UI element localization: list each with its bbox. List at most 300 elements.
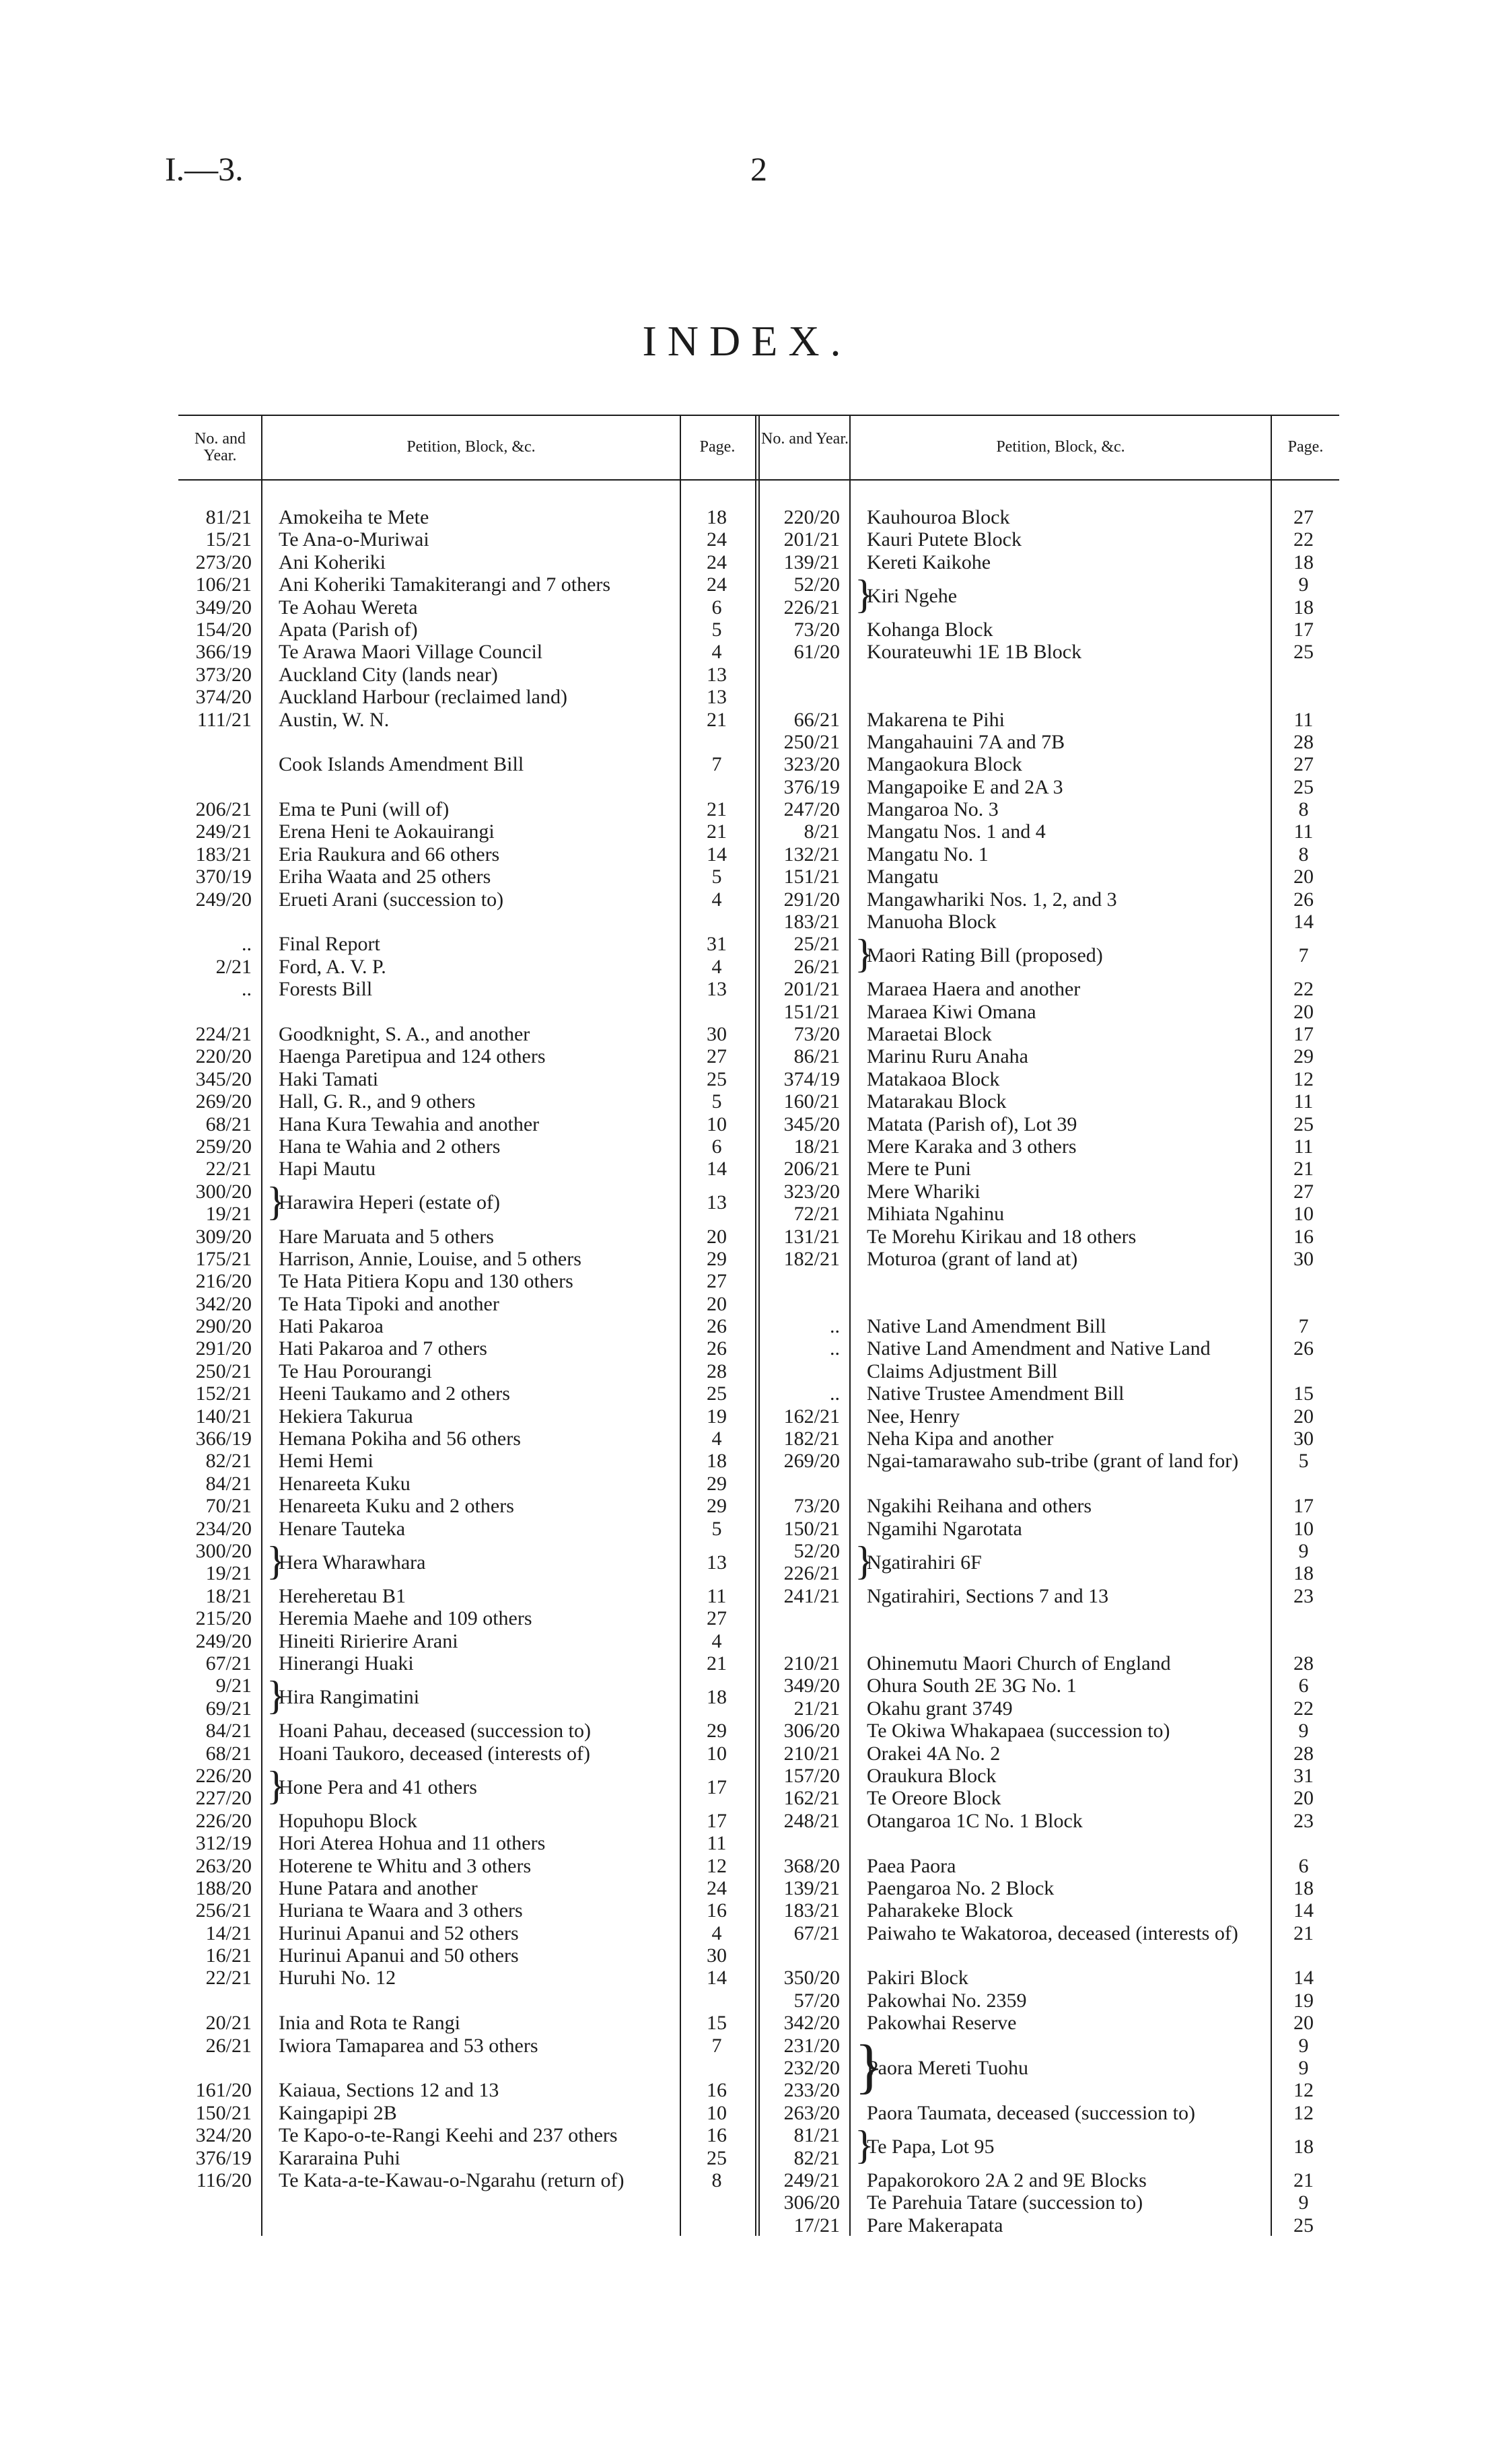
- index-entry: [182, 1247, 727, 1270]
- entry-petition: Kauri Putete Block: [867, 528, 1022, 551]
- index-entry: [767, 1203, 1339, 1225]
- entry-page: 7: [1298, 1315, 1309, 1338]
- column-rule: [680, 415, 681, 2236]
- entry-petition: Native Trustee Amendment Bill: [867, 1382, 1125, 1405]
- entry-page: 4: [711, 641, 722, 664]
- entry-number: 376/19: [195, 2146, 252, 2169]
- entry-number: 226/20 227/20: [195, 1764, 252, 1810]
- index-entry: [182, 1178, 727, 1226]
- entry-number: 259/20: [195, 1135, 252, 1158]
- entry-petition: Papakorokoro 2A 2 and 9E Blocks: [867, 2169, 1147, 2192]
- entry-number: 140/21: [195, 1405, 252, 1428]
- entry-petition: Hoterene te Whitu and 3 others: [279, 1854, 532, 1877]
- entry-petition: Mangapoike E and 2A 3: [867, 775, 1063, 798]
- index-entry: [767, 1248, 1339, 1270]
- entry-petition: Hopuhopu Block: [279, 1809, 417, 1832]
- entry-page: 28: [707, 1360, 727, 1382]
- entry-page: 29: [707, 1472, 727, 1495]
- entry-number: 249/21: [195, 820, 252, 843]
- index-entry: [182, 551, 727, 573]
- entry-petition: Hati Pakaroa and 7 others: [279, 1337, 487, 1360]
- entry-petition: Mangatu No. 1: [867, 843, 989, 866]
- index-entry: [182, 1742, 727, 1765]
- entry-page: 31: [1293, 1764, 1314, 1787]
- index-entry: [182, 843, 727, 866]
- index-entry: [767, 619, 1339, 641]
- index-entry: [182, 596, 722, 619]
- index-entry: [767, 1652, 1339, 1675]
- index-entry: [182, 1270, 727, 1293]
- entry-page: 10: [707, 1113, 727, 1135]
- entry-page: 31: [707, 933, 727, 956]
- col-header-page: Page.: [1287, 438, 1324, 456]
- entry-number: 201/21: [783, 978, 840, 1001]
- entry-number: 66/21: [793, 708, 840, 731]
- index-entry: [767, 1922, 1339, 1967]
- index-entry: [182, 1584, 727, 1607]
- entry-petition: Hineiti Ririerire Arani: [279, 1629, 458, 1652]
- entry-page: 21: [1293, 2169, 1314, 2192]
- entry-petition: Hemana Pokiha and 56 others: [279, 1428, 521, 1450]
- entry-petition: Mangatu Nos. 1 and 4: [867, 820, 1046, 843]
- entry-number: 84/21: [205, 1472, 252, 1495]
- entry-petition: Hati Pakaroa: [279, 1315, 384, 1338]
- index-entry: [767, 664, 1339, 686]
- entry-petition: Mere Whariki: [867, 1180, 981, 1203]
- entry-number: 370/19: [195, 866, 252, 888]
- index-entry: [767, 528, 1339, 551]
- index-entry: [182, 1990, 680, 2012]
- entry-page: 14: [1293, 1967, 1314, 1990]
- index-entry: [767, 2012, 1339, 2034]
- entry-page: 30: [707, 1022, 727, 1045]
- index-entry: [182, 888, 722, 911]
- entry-number: 57/20: [793, 1989, 840, 2012]
- index-entry: [182, 1405, 727, 1428]
- entry-petition: Paora Taumata, deceased (succession to): [867, 2101, 1195, 2124]
- index-entry: [767, 1990, 1339, 2012]
- entry-petition: Ema te Puni (will of): [279, 798, 450, 821]
- entry-number: 86/21: [793, 1045, 840, 1068]
- entry-number: 21/21: [793, 1697, 840, 1720]
- entry-number: 312/19: [195, 1832, 252, 1855]
- index-entry: [767, 1675, 1339, 1697]
- index-entry: [182, 1337, 727, 1360]
- entry-number: 201/21: [783, 528, 840, 551]
- index-entry: [182, 1113, 727, 1135]
- entry-page: 23: [1293, 1584, 1314, 1607]
- entry-number: ..: [830, 1337, 840, 1360]
- index-entry: [767, 2191, 1339, 2214]
- entry-petition: Paiwaho te Wakatoroa, deceased (interests of): [867, 1922, 1238, 1944]
- index-entry: [767, 1428, 1339, 1450]
- entry-petition: Hapi Mautu: [279, 1158, 376, 1181]
- entry-page: 19: [1293, 1989, 1314, 2012]
- entry-number: 291/20: [783, 888, 840, 911]
- index-entry: [182, 708, 727, 731]
- index-entry: [767, 866, 1339, 888]
- entry-petition: Haenga Paretipua and 124 others: [279, 1045, 546, 1068]
- entry-number: 151/21: [783, 1000, 840, 1023]
- entry-number: 241/21: [783, 1584, 840, 1607]
- entry-page: 9: [1298, 2191, 1309, 2214]
- index-entry: [767, 1967, 1339, 1989]
- index-entry: [767, 1787, 1339, 1809]
- brace-mark: }: [855, 2123, 874, 2168]
- entry-number: 234/20: [195, 1517, 252, 1540]
- entry-petition: Otangaroa 1C No. 1 Block: [867, 1809, 1083, 1832]
- index-entry: [767, 1585, 1339, 1607]
- entry-number: 17/21: [793, 2214, 840, 2237]
- entry-number: 183/21: [195, 843, 252, 866]
- entry-page: 21: [1293, 1922, 1314, 1944]
- entry-number: 73/20: [793, 618, 840, 641]
- entry-number: 139/21: [783, 551, 840, 573]
- entry-page: 24: [707, 551, 727, 573]
- entry-number: 15/21: [205, 528, 252, 551]
- entry-number: ..: [242, 933, 252, 956]
- index-entry: [767, 1270, 1339, 1292]
- entry-petition: Matata (Parish of), Lot 39: [867, 1113, 1077, 1135]
- entry-petition: Matarakau Block: [867, 1090, 1007, 1113]
- entry-page: 23: [1293, 1809, 1314, 1832]
- entry-page: 6: [711, 596, 722, 619]
- entry-petition: Hurinui Apanui and 50 others: [279, 1944, 519, 1967]
- entry-number: 183/21: [783, 1899, 840, 1922]
- entry-number: 9/21 69/21: [205, 1675, 252, 1720]
- entry-petition: Te Hata Pitiera Kopu and 130 others: [279, 1270, 573, 1293]
- entry-number: 84/21: [205, 1720, 252, 1743]
- index-entry: [182, 1607, 727, 1630]
- entry-page: 16: [1293, 1225, 1314, 1248]
- entry-page: 4: [711, 1629, 722, 1652]
- entry-petition: Maori Rating Bill (proposed): [867, 944, 1103, 967]
- entry-page: 10: [1293, 1517, 1314, 1540]
- entry-page: 27: [1293, 506, 1314, 528]
- entry-number: 139/21: [783, 1876, 840, 1899]
- index-entry: [767, 843, 1339, 866]
- entry-page: 20: [707, 1225, 727, 1248]
- entry-number: 349/20: [195, 596, 252, 619]
- entry-number: 250/21: [195, 1360, 252, 1382]
- entry-page: 17: [707, 1809, 727, 1832]
- entry-number: 67/21: [793, 1922, 840, 1944]
- entry-page: 4: [711, 1428, 722, 1450]
- index-entry: [767, 506, 1339, 528]
- entry-page: 26: [1293, 1337, 1314, 1360]
- index-entry: [182, 1629, 722, 1652]
- entry-page: 10: [1293, 1203, 1314, 1226]
- brace-mark: }: [266, 1673, 286, 1718]
- index-entry: [182, 1944, 727, 1967]
- entry-number: 248/21: [783, 1809, 840, 1832]
- index-entry: [182, 528, 727, 551]
- entry-number: 67/21: [205, 1652, 252, 1675]
- entry-petition: Eriha Waata and 25 others: [279, 866, 491, 888]
- entry-page: 27: [1293, 753, 1314, 776]
- entry-number: 132/21: [783, 843, 840, 866]
- entry-page: 25: [707, 1067, 727, 1090]
- entry-number: 323/20: [783, 753, 840, 776]
- index-entry: [182, 1472, 727, 1495]
- index-entry: [182, 820, 727, 843]
- index-entry: [767, 1832, 1339, 1854]
- entry-page: 11: [707, 1832, 727, 1855]
- entry-page: 8: [1298, 798, 1309, 821]
- entry-page: 6: [711, 1135, 722, 1158]
- entry-petition: Kauhouroa Block: [867, 506, 1010, 528]
- index-entry: [767, 1720, 1339, 1742]
- entry-petition: Auckland City (lands near): [279, 663, 498, 686]
- index-entry: [182, 1538, 727, 1585]
- index-entry: [767, 709, 1339, 731]
- index-entry: [182, 2012, 727, 2035]
- entry-petition: Ani Koheriki: [279, 551, 386, 573]
- index-entry: [182, 1876, 727, 1899]
- entry-number: 224/21: [195, 1022, 252, 1045]
- entry-number: 210/21: [783, 1652, 840, 1675]
- entry-petition: Hall, G. R., and 9 others: [279, 1090, 476, 1113]
- index-entry: [767, 1023, 1339, 1045]
- entry-petition: Henareeta Kuku: [279, 1472, 411, 1495]
- entry-page: 4: [711, 888, 722, 911]
- entry-petition: Henare Tauteka: [279, 1517, 406, 1540]
- index-entry: [767, 2102, 1339, 2124]
- entry-petition: Oraukura Block: [867, 1764, 997, 1787]
- entry-number: 226/20: [195, 1809, 252, 1832]
- entry-petition: Mere te Puni: [867, 1158, 971, 1181]
- index-entry: [767, 753, 1339, 775]
- index-entry: [182, 663, 727, 686]
- entry-number: 82/21: [205, 1450, 252, 1473]
- entry-number: 70/21: [205, 1495, 252, 1518]
- entry-petition: Ani Koheriki Tamakiterangi and 7 others: [279, 573, 611, 596]
- entry-page: 7: [1298, 944, 1309, 967]
- entry-page: 26: [707, 1337, 727, 1360]
- entry-number: ..: [830, 1315, 840, 1338]
- entry-page: 30: [707, 1944, 727, 1967]
- entry-petition: Harawira Heperi (estate of): [279, 1191, 500, 1214]
- entry-number: 263/20: [195, 1854, 252, 1877]
- entry-number: 157/20: [783, 1764, 840, 1787]
- index-entry: [767, 798, 1339, 820]
- index-entry: [182, 1022, 727, 1045]
- entry-number: 323/20: [783, 1180, 840, 1203]
- entry-petition: Henareeta Kuku and 2 others: [279, 1495, 514, 1518]
- entry-petition: Matakaoa Block: [867, 1067, 1000, 1090]
- entry-page: 14: [707, 1158, 727, 1181]
- entry-number: 256/21: [195, 1899, 252, 1922]
- index-entry: [767, 1113, 1339, 1135]
- entry-petition: Paora Mereti Tuohu: [867, 2057, 1028, 2080]
- entry-number: 350/20: [783, 1967, 840, 1990]
- entry-page: 16: [707, 2124, 727, 2147]
- entry-petition: Heremia Maehe and 109 others: [279, 1607, 532, 1630]
- entry-petition: Orakei 4A No. 2: [867, 1742, 1001, 1765]
- entry-petition: Native Land Amendment Bill: [867, 1315, 1106, 1338]
- entry-number: 68/21: [205, 1742, 252, 1765]
- entry-number: 309/20: [195, 1225, 252, 1248]
- entry-number: 269/20: [195, 1090, 252, 1113]
- entry-page: 5: [711, 1090, 722, 1113]
- entry-page: 20: [1293, 1405, 1314, 1428]
- index-entry: [182, 1360, 727, 1382]
- entry-number: 150/21: [195, 2101, 252, 2124]
- entry-page: 11: [1293, 708, 1314, 731]
- entry-petition: Erena Heni te Aokauirangi: [279, 820, 495, 843]
- entry-page: 28: [1293, 1652, 1314, 1675]
- index-entry: [182, 1292, 727, 1315]
- entry-petition: Kereti Kaikohe: [867, 551, 991, 573]
- entry-page: 30: [1293, 1247, 1314, 1270]
- index-entry: [182, 2146, 727, 2169]
- entry-page: 17: [1293, 1023, 1314, 1046]
- entry-petition: Haki Tamati: [279, 1067, 379, 1090]
- entry-page: 13: [707, 1191, 727, 1214]
- entry-petition: Okahu grant 3749: [867, 1697, 1013, 1720]
- entry-page: 20: [1293, 1787, 1314, 1810]
- entry-page: 6: [1298, 1675, 1309, 1697]
- entry-number: 81/21 82/21: [793, 2124, 840, 2169]
- entry-page: 22: [1293, 528, 1314, 551]
- entry-number: 22/21: [205, 1158, 252, 1181]
- entry-number: 72/21: [793, 1203, 840, 1226]
- entry-page: 12: [1293, 2101, 1314, 2124]
- index-entry: [182, 731, 680, 753]
- entry-petition: Ngamihi Ngarotata: [867, 1517, 1022, 1540]
- entry-number: 374/19: [783, 1067, 840, 1090]
- index-entry: [182, 1090, 722, 1113]
- index-entry: [182, 776, 680, 798]
- entry-petition: Hinerangi Huaki: [279, 1652, 414, 1675]
- entry-petition: Mangatu: [867, 866, 939, 888]
- entry-page: 20: [1293, 1000, 1314, 1023]
- col-header-petition: Petition, Block, &c.: [996, 438, 1125, 456]
- entry-petition: Hekiera Takurua: [279, 1405, 413, 1428]
- entry-number: 26/21: [205, 2034, 252, 2057]
- entry-petition: Native Land Amendment and Native Land Claims Adjustment Bill: [867, 1337, 1211, 1382]
- entry-page: 5: [711, 618, 722, 641]
- entry-page: 25: [1293, 1113, 1314, 1135]
- entry-number: 269/20: [783, 1450, 840, 1473]
- index-entry: [767, 1158, 1339, 1180]
- entry-number: 150/21: [783, 1517, 840, 1540]
- entry-number: 52/20 226/21: [783, 1540, 840, 1585]
- brace-mark: }: [855, 572, 874, 617]
- entry-page: 7: [711, 2034, 722, 2057]
- entry-petition: Eria Raukura and 66 others: [279, 843, 500, 866]
- entry-page: 21: [707, 1652, 727, 1675]
- brace-mark: }: [855, 931, 874, 977]
- index-entry: [767, 1337, 1339, 1382]
- entry-petition: Kaingapipi 2B: [279, 2101, 397, 2124]
- brace-mark: }: [266, 1178, 286, 1224]
- entry-page: 24: [707, 573, 727, 596]
- entry-page: 25: [1293, 775, 1314, 798]
- entry-petition: Hori Aterea Hohua and 11 others: [279, 1832, 546, 1855]
- entry-page: 21: [1293, 1158, 1314, 1181]
- entry-petition: Te Aohau Wereta: [279, 596, 418, 619]
- entry-petition: Mihiata Ngahinu: [867, 1203, 1005, 1226]
- entry-number: 14/21: [205, 1922, 252, 1944]
- entry-number: 349/20: [783, 1675, 840, 1697]
- entry-page: 7: [711, 753, 722, 776]
- entry-page: 8: [1298, 843, 1309, 866]
- entry-petition: Hoani Taukoro, deceased (interests of): [279, 1742, 591, 1765]
- entry-petition: Marinu Ruru Anaha: [867, 1045, 1028, 1068]
- index-entry: [182, 1517, 722, 1540]
- index-entry: [767, 1630, 1339, 1652]
- entry-number: 250/21: [783, 730, 840, 753]
- entry-page: 12: [707, 1854, 727, 1877]
- index-entry: [767, 776, 1339, 798]
- entry-page: 14: [1293, 911, 1314, 934]
- entry-page: 25: [1293, 2214, 1314, 2237]
- entry-petition: Te Morehu Kirikau and 18 others: [867, 1225, 1137, 1248]
- entry-number: 215/20: [195, 1607, 252, 1630]
- entry-petition: Makarena te Pihi: [867, 708, 1005, 731]
- col-header-no-year: No. and Year.: [761, 430, 849, 448]
- entry-number: 249/21: [783, 2169, 840, 2192]
- entry-number: 306/20: [783, 1720, 840, 1743]
- entry-petition: Moturoa (grant of land at): [867, 1247, 1078, 1270]
- right-index-column: [767, 506, 1339, 2237]
- entry-page: 9 9 12: [1293, 2034, 1314, 2102]
- column-rule: [758, 415, 760, 2236]
- index-entry: [182, 2169, 722, 2191]
- entry-page: 5: [1298, 1450, 1309, 1473]
- entry-page: 4: [711, 1922, 722, 1944]
- entry-page: 25: [1293, 641, 1314, 664]
- entry-number: 116/20: [196, 2169, 252, 2191]
- entry-number: 220/20: [195, 1045, 252, 1068]
- entry-page: 26: [1293, 888, 1314, 911]
- entry-page: 10: [707, 2101, 727, 2124]
- index-entry: [182, 1832, 727, 1855]
- entry-number: 175/21: [195, 1247, 252, 1270]
- entry-petition: Heeni Taukamo and 2 others: [279, 1382, 510, 1405]
- index-entry: [767, 1697, 1339, 1720]
- entry-petition: Maraea Kiwi Omana: [867, 1000, 1036, 1023]
- entry-page: 5: [711, 1517, 722, 1540]
- entry-number: 81/21: [205, 506, 252, 528]
- entry-number: 273/20: [195, 551, 252, 573]
- index-entry: [182, 1045, 727, 1068]
- entry-number: 324/20: [195, 2124, 252, 2147]
- entry-petition: Auckland Harbour (reclaimed land): [279, 686, 567, 709]
- entry-petition: Te Hata Tipoki and another: [279, 1292, 499, 1315]
- entry-petition: Mangaroa No. 3: [867, 798, 999, 821]
- entry-petition: Ngai-tamarawaho sub-tribe (grant of land for): [867, 1450, 1239, 1473]
- entry-number: 220/20: [783, 506, 840, 528]
- entry-petition: Mangahauini 7A and 7B: [867, 730, 1065, 753]
- index-entry: [767, 1068, 1339, 1090]
- index-entry: [182, 1135, 722, 1158]
- index-entry: [182, 641, 722, 664]
- index-entry: [767, 641, 1339, 663]
- entry-page: 25: [707, 2146, 727, 2169]
- index-entry: [182, 2034, 722, 2057]
- entry-number: 247/20: [783, 798, 840, 821]
- index-entry: [182, 753, 722, 776]
- entry-number: 52/20 226/21: [783, 573, 840, 619]
- entry-page: 30: [1293, 1428, 1314, 1450]
- entry-petition: Hune Patara and another: [279, 1876, 478, 1899]
- index-entry: [182, 1854, 727, 1877]
- index-entry: [767, 2035, 1339, 2102]
- column-rule: [755, 415, 756, 2236]
- entry-number: 18/21: [793, 1135, 840, 1158]
